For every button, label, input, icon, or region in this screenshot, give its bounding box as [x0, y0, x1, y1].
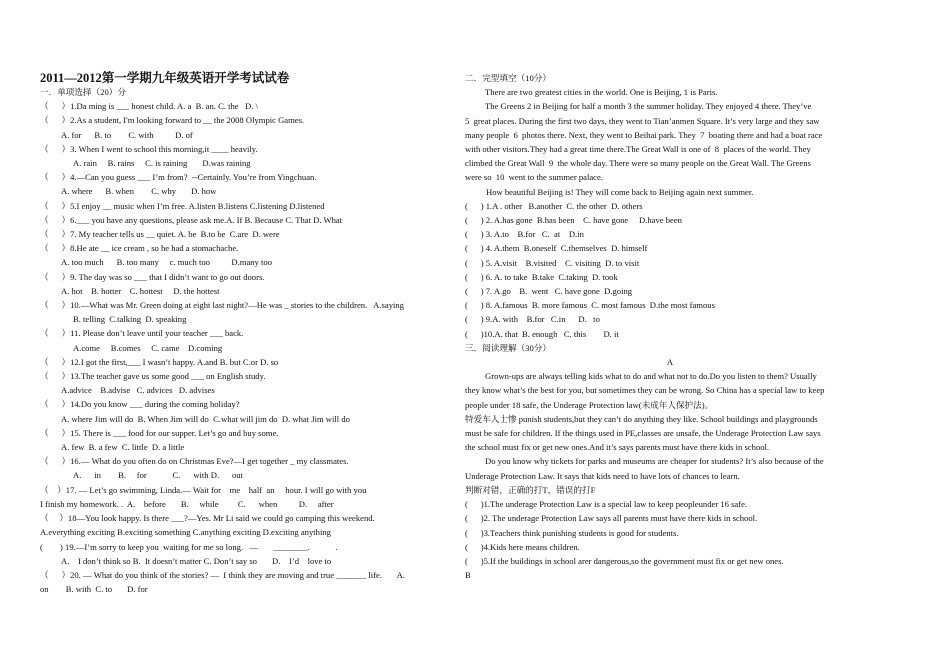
passage-b-label: B	[465, 570, 471, 581]
cloze-line: How beautiful Beijing is! They will come back to Beijing again next summer.	[486, 186, 754, 197]
tf-item: ( )2. The underage Protection Law says all parents must have there kids in school.	[465, 513, 758, 524]
reading-line: Grown-ups are always telling kids what to do and what not to do.Do you listen to them? Usually	[485, 371, 817, 382]
mc-line: （ ）3. When I went to school this morning,it ____ heavily.	[40, 143, 258, 154]
cloze-choice: ( ) 8. A.famous B. more famous C. most famous D.the most famous	[465, 300, 715, 311]
cloze-line: climbed the Great Wall 9 the whole day. There were so many people on the Great Wall. The Greens	[465, 158, 811, 169]
cloze-choice: ( ) 9.A. with B.for C.in D. to	[465, 314, 600, 325]
mc-line: I finish my homework. . A. before B. while C. when D. after	[40, 498, 334, 509]
mc-line: （ ）1.Da ming is ___ honest child. A. a B. an. C. the D. \	[40, 101, 258, 112]
mc-line: （ ）11. Please don’t leave until your teacher ___ back.	[40, 328, 244, 339]
mc-options: A. I don’t think so B. It doesn’t matter C. Don’t say so D. I’d love to	[61, 555, 332, 566]
mc-options: A. hot B. hotter C. hottest D. the hottest	[61, 285, 220, 296]
mc-options: on B. with C. to D. for	[40, 584, 148, 595]
mc-line: （ ）16.— What do you often do on Christmas Eve?—I get together _ my classmates.	[40, 456, 349, 467]
mc-line: （ ）12.I got the first,___ I wasn’t happy. A.and B. but C.or D. so	[40, 356, 279, 367]
mc-line: （ ）17. — Let’s go swimming, Linda.— Wait for me half an hour. I will go with you	[40, 484, 367, 495]
left-column	[40, 71, 450, 596]
exam-title: 2011—2012第一学期九年级英语开学考试试卷	[40, 71, 290, 85]
reading-line: they know what’s the best for you, but sometimes they can be wrong. So China has a special law to keep	[465, 385, 825, 396]
mc-options: A. where B. when C. why D. how	[61, 186, 217, 197]
cloze-line: There are two greatest cities in the world. One is Beijing, 1 is Paris.	[485, 87, 718, 98]
mc-line: （ ）20. — What do you think of the stories? — I think they are moving and true _______ life. A.	[40, 569, 405, 580]
mc-line: （ ）15. There is ___ food for our supper. Let’s go and buy some.	[40, 427, 279, 438]
cloze-line: with other visitors.They had a great time there.The Great Wall is one of 8 places of the world. They	[465, 144, 811, 155]
cloze-line: were so 10 went to the summer palace.	[465, 172, 603, 183]
tf-item: ( )5.If the buildings in school arer dangerous,so the government must fix or get new ones.	[465, 555, 784, 566]
passage-label: A	[666, 357, 674, 368]
tf-item: ( )3.Teachers think punishing students is good for students.	[465, 527, 679, 538]
mc-line: ( ) 19.—I’m sorry to keep you waiting for me so long. — ________. .	[40, 541, 338, 552]
mc-line: （ ）8.He ate __ ice cream , so he had a stomachache.	[40, 243, 239, 254]
section-1-heading: 一．单项选择（20）分	[40, 87, 126, 97]
mc-options: B. telling C.talking D. speaking	[73, 314, 187, 325]
tf-instructions: 判断对错，正确的打T，错误的打F	[465, 484, 596, 495]
mc-options: A. for B. to C. with D. of	[61, 129, 193, 140]
cloze-choice: ( ) 7. A.go B. went C. have gone D.going	[465, 286, 633, 297]
mc-options: A. few B. a few C. little D. a little	[61, 442, 185, 453]
cloze-line: 5 great places. During the first two days, they went to Tian’anmen Square. It’s very large and they saw	[465, 115, 820, 126]
mc-options: A.come B.comes C. came D.coming	[73, 342, 223, 353]
mc-options: A.everything exciting B.exciting something C.anything exciting D.exciting anything	[40, 527, 331, 538]
section-3-heading: 三．阅读理解（30分）	[465, 342, 551, 353]
cloze-line: many people 6 photos there. Next, they went to Beihai park. They 7 boating there and had a boat race	[465, 129, 823, 140]
reading-line: Do you know why tickets for parks and museums are cheaper for students? It’s also because of the	[485, 456, 824, 467]
mc-line: （ ）6.___ you have any questions, please ask me.A. If B. Because C. That D. What	[40, 214, 343, 225]
mc-line: （ ）13.The teacher gave us some good ___ on English study.	[40, 371, 266, 382]
mc-line: （ ）18—You look happy. Is there ___?—Yes. Mr Li said we could go camping this weekend.	[40, 513, 375, 524]
tf-item: ( )1.The underage Protection Law is a special law to keep peopleunder 16 safe.	[465, 499, 748, 510]
cloze-choice: ( ) 6. A. to take B.take C.taking D. took	[465, 271, 618, 282]
reading-line: must be safe for children. If the things used in PE,classes are unsafe, the Underage Protection Law says	[465, 428, 821, 439]
mc-options: A.advice B.advise C. advices D. advises	[61, 385, 215, 396]
tf-item: ( )4.Kids here means children.	[465, 541, 580, 552]
cloze-choice: ( ) 4. A.them B.oneself C.themselves D. himself	[465, 243, 648, 254]
mc-line: （ ）2.As a student, I'm looking forward to __ the 2008 Olympic Games.	[40, 115, 305, 126]
mc-options: A. too much B. too many c. much too D.many too	[61, 257, 273, 268]
reading-line: 特爱车人士惨 punish students,but they can’t do anything they like. School buildings and playgrounds	[465, 413, 818, 424]
cloze-choice: ( ) 5. A.visit B.visited C. visiting D. to visit	[465, 257, 640, 268]
cloze-choice: ( )10.A. that B. enough C. this D. it	[465, 328, 619, 339]
mc-options: A. where Jim will do B. When Jim will do C.what will jim do D. what Jim will do	[61, 413, 350, 424]
mc-options: A. rain B. rains C. is raining D.was raining	[73, 158, 251, 169]
mc-line: （ ）7. My teacher tells us __ quiet. A. be B.to be C.are D. were	[40, 229, 280, 240]
mc-line: （ ）4.—Can you guess ___ I’m from? --Certainly. You’re from Yingchuan.	[40, 172, 317, 183]
cloze-choice: ( ) 1.A . other B.another C. the other D. others	[465, 200, 643, 211]
cloze-choice: ( ) 3. A.to B.for C. at D.in	[465, 229, 584, 240]
reading-line: the school must fix or get new ones.And it’s says parents must have there kids in school.	[465, 442, 770, 453]
mc-options: A. in B. for C. with D. out	[73, 470, 243, 481]
mc-line: （ ）5.I enjoy __ music when I’m free. A.listen B.listens C.listening D.listened	[40, 200, 325, 211]
cloze-line: The Greens 2 in Beijing for half a month 3 the summer holiday. They enjoyed 4 there. They’ve	[485, 101, 812, 112]
reading-line: Underage Protection Law. It says that kids need to have lots of chances to learn.	[465, 470, 740, 481]
reading-line: people under 18 safe, the Underage Protection law(未成年人保护法)。	[465, 399, 714, 410]
cloze-choice: ( ) 2. A.has gone B.has been C. have gone D.have been	[465, 215, 682, 226]
mc-line: （ ）10.—What was Mr. Green doing at eight last night?—He was _ stories to the children. A.saying	[40, 300, 404, 311]
mc-line: （ ）9. The day was so ___ that I didn’t want to go out doors.	[40, 271, 265, 282]
mc-line: （ ）14.Do you know ___ during the coming holiday?	[40, 399, 240, 410]
section-2-heading: 二．完型填空（10分）	[465, 73, 551, 83]
right-column	[465, 71, 875, 582]
